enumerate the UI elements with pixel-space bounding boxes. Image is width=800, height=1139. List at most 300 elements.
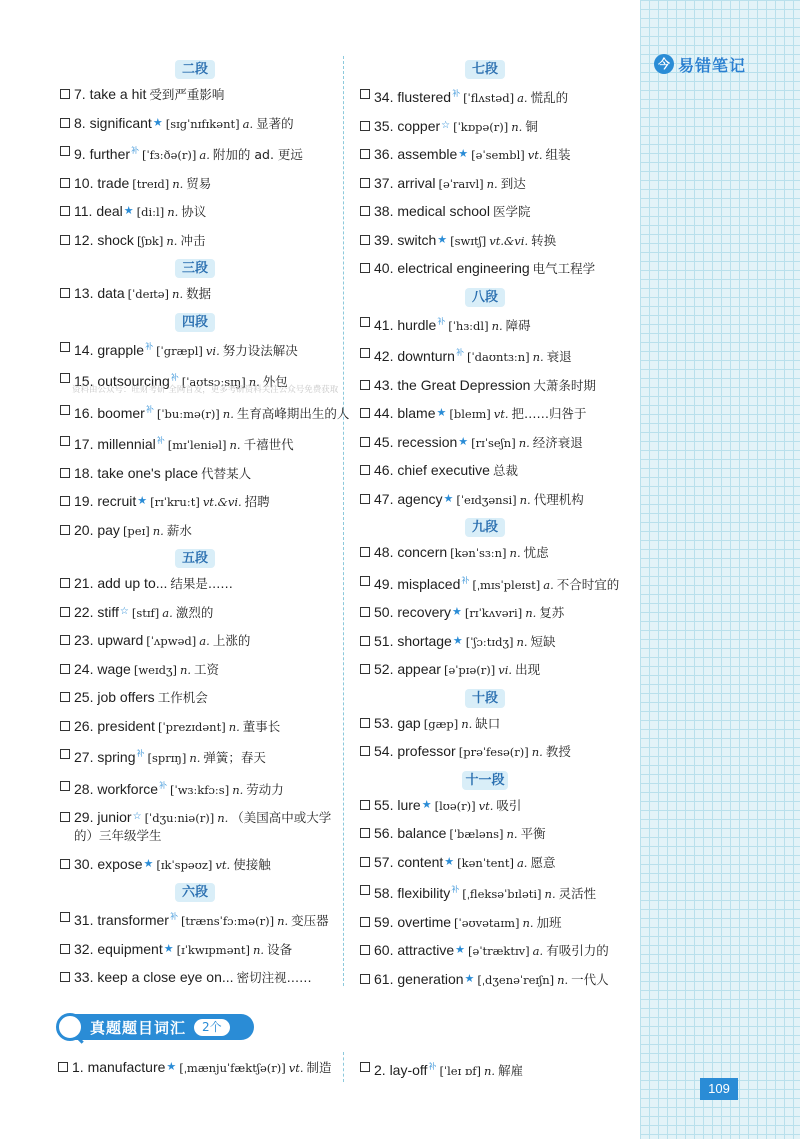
- checkbox[interactable]: [360, 317, 370, 327]
- entry-body: [374, 603, 630, 622]
- vocab-entry: [360, 1058, 523, 1080]
- key-star-icon: ★: [166, 1060, 177, 1073]
- entry-meaning: 铜: [525, 118, 538, 134]
- checkbox[interactable]: [60, 373, 70, 383]
- entry-phonetic: [ˈaʊtsɔːsɪŋ]: [181, 375, 246, 389]
- entry-pos: n.: [544, 887, 556, 901]
- checkbox[interactable]: [60, 206, 70, 216]
- entry-word: 32. equipment: [74, 940, 163, 957]
- entry-meaning: 制造: [306, 1060, 332, 1075]
- checkbox[interactable]: [360, 121, 370, 131]
- brand-icon: 今: [654, 54, 674, 74]
- entry-body: [74, 284, 350, 303]
- entry-body: [74, 114, 350, 133]
- entry-body: [374, 376, 630, 395]
- entry-phonetic: [kənˈtent]: [457, 855, 514, 870]
- entry-body: [74, 745, 350, 767]
- vocab-entry: [360, 202, 630, 221]
- checkbox[interactable]: [360, 885, 370, 895]
- entry-phonetic: [kənˈsɜːn]: [450, 546, 507, 560]
- checkbox[interactable]: [360, 178, 370, 188]
- entry-meaning: 密切注视……: [236, 970, 312, 985]
- entry-phonetic: [ˈʃɔːtɪdʒ]: [465, 634, 514, 649]
- entry-pos: a.: [517, 91, 528, 105]
- entry-phonetic: [əˈpɪə(r)]: [443, 663, 496, 677]
- entry-word: 50. recovery: [374, 604, 452, 620]
- entry-word: 23. upward: [74, 632, 144, 648]
- entry-word: 7. take a hit: [74, 86, 147, 102]
- checkbox[interactable]: [60, 721, 70, 731]
- checkbox[interactable]: [360, 607, 370, 617]
- checkbox[interactable]: [60, 178, 70, 188]
- vocab-entry: [60, 521, 350, 540]
- checkbox[interactable]: [60, 578, 70, 588]
- checkbox[interactable]: [60, 342, 70, 352]
- vocab-entry: [360, 603, 630, 622]
- vocab-entry: [60, 745, 350, 767]
- entry-body: [74, 631, 350, 650]
- entry-pos: n.: [522, 915, 534, 930]
- entry-body: [374, 344, 630, 366]
- checkbox[interactable]: [360, 857, 370, 867]
- entry-pos: n.: [172, 287, 184, 301]
- entry-meaning: 电气工程学: [532, 261, 596, 276]
- vocab-entry: [360, 490, 630, 509]
- entry-meaning: 大萧条时期: [533, 377, 596, 393]
- entry-pos: n.: [166, 233, 178, 248]
- entry-body: [374, 202, 630, 221]
- checkbox[interactable]: [360, 945, 370, 955]
- entry-body: [374, 796, 630, 815]
- brand-name: 易错笔记: [678, 55, 747, 75]
- entry-phonetic: [diːl]: [136, 205, 165, 219]
- entry-pos: n.: [511, 119, 523, 134]
- entry-meaning: 出现: [515, 662, 541, 677]
- entry-body: [374, 742, 630, 761]
- entry-word: 17. millennial: [74, 436, 156, 452]
- entry-word: 59. overtime: [374, 913, 452, 930]
- entry-meaning: 忧虑: [523, 545, 549, 560]
- entry-meaning: 激烈的: [175, 604, 214, 620]
- entry-phonetic: [trænsˈfɔːmə(r)]: [180, 914, 275, 928]
- checkbox[interactable]: [360, 465, 370, 475]
- entry-word: 18. take one's place: [74, 464, 199, 481]
- entry-body: [374, 632, 630, 651]
- entry-word: 8. significant: [74, 114, 152, 131]
- entry-body: [74, 231, 350, 250]
- entry-word: 15. outsourcing: [74, 373, 170, 389]
- entry-body: [374, 881, 630, 903]
- entry-word: 61. generation: [374, 970, 464, 987]
- entry-body: [74, 142, 350, 164]
- entry-meaning: 变压器: [291, 913, 329, 928]
- entry-meaning: 组装: [545, 147, 571, 162]
- entry-word: 12. shock: [74, 231, 134, 248]
- vocab-entry: [360, 543, 630, 562]
- entry-word: 49. misplaced: [374, 575, 461, 592]
- checkbox[interactable]: [360, 89, 370, 99]
- entry-pos: a.: [199, 634, 210, 648]
- checkbox[interactable]: [60, 859, 70, 869]
- key-star-icon: ★: [452, 633, 463, 647]
- section-header: 六段: [175, 883, 215, 902]
- checkbox[interactable]: [60, 288, 70, 298]
- entry-phonetic: [weɪdʒ]: [133, 662, 177, 677]
- section-header: 十段: [465, 689, 505, 708]
- entry-word: 45. recession: [374, 433, 458, 450]
- vocab-entry: [360, 881, 630, 903]
- entry-meaning: 总裁: [492, 463, 518, 478]
- entry-word: 56. balance: [374, 825, 447, 841]
- right-vocab-column: [360, 60, 630, 998]
- vocab-entry: [360, 376, 630, 395]
- entry-pos: n.: [516, 634, 528, 649]
- vocab-entry: [360, 231, 630, 250]
- entry-pos: n.: [222, 406, 234, 421]
- key-star-icon: ★: [143, 856, 154, 870]
- entry-body: [374, 145, 630, 164]
- supplement-mark-icon: 补: [451, 885, 460, 894]
- checkbox[interactable]: [60, 496, 70, 506]
- key-star-icon: ★: [163, 941, 174, 955]
- checkbox[interactable]: [360, 828, 370, 838]
- checkbox[interactable]: [360, 408, 370, 418]
- entry-meaning: 外包: [262, 374, 288, 389]
- entry-meaning: 上涨的: [212, 633, 251, 648]
- entry-phonetic: [əˈraɪvl]: [438, 176, 484, 191]
- entry-body: [374, 404, 630, 423]
- entry-pos: vt.: [288, 1061, 304, 1075]
- entry-word: 21. add up to...: [74, 575, 168, 591]
- entry-body: [74, 688, 350, 707]
- vocab-entry: [360, 461, 630, 480]
- entry-body: [74, 808, 350, 845]
- checkbox[interactable]: [360, 718, 370, 728]
- supplement-mark-icon: 补: [437, 316, 446, 326]
- checkbox[interactable]: [60, 912, 70, 922]
- vocab-entry: [60, 114, 350, 133]
- entry-pos: a.: [532, 944, 544, 958]
- checkbox[interactable]: [60, 944, 70, 954]
- entry-phonetic: [ˈleɪ ɒf]: [439, 1064, 482, 1078]
- entry-pos: vt.: [493, 407, 509, 421]
- key-star-icon: ★: [458, 147, 469, 160]
- entry-pos: n.: [253, 942, 265, 957]
- checkbox[interactable]: [60, 118, 70, 128]
- entry-pos: n.: [232, 782, 244, 797]
- entry-meaning: 加班: [536, 914, 562, 930]
- checkbox[interactable]: [60, 468, 70, 478]
- checkbox[interactable]: [360, 263, 370, 273]
- entry-meaning: 有吸引力的: [546, 943, 609, 958]
- vocab-entry: [360, 313, 630, 335]
- vocab-entry: [360, 572, 630, 594]
- checkbox[interactable]: [60, 146, 70, 156]
- checkbox[interactable]: [360, 547, 370, 557]
- entry-meaning: 设备: [267, 941, 293, 957]
- entry-meaning: 董事长: [242, 718, 281, 734]
- entry-meaning: 把……归咎于: [511, 406, 587, 421]
- left-vocab-column: [60, 60, 350, 997]
- supplement-mark-icon: 补: [145, 404, 154, 414]
- page-number: 109: [700, 1078, 738, 1100]
- real-exam-entry-1: [58, 1058, 332, 1077]
- entry-body: [74, 174, 350, 193]
- vocab-entry: [60, 284, 350, 303]
- entry-body: [72, 1058, 332, 1077]
- entry-word: 41. hurdle: [374, 316, 437, 333]
- vocab-entry: [60, 688, 350, 707]
- entry-pos: n.: [518, 435, 530, 450]
- checkbox[interactable]: [60, 781, 70, 791]
- entry-meaning: 解雇: [498, 1063, 524, 1078]
- entry-phonetic: [prəˈfesə(r)]: [458, 745, 529, 759]
- entry-pos: n.: [179, 662, 192, 677]
- entry-pos: a.: [242, 116, 254, 131]
- checkbox[interactable]: [360, 576, 370, 586]
- vocab-entry: [60, 908, 350, 930]
- entry-body: [374, 970, 630, 989]
- entry-word: 10. trade: [74, 174, 130, 191]
- real-exam-vocab-count: 2个: [194, 1019, 230, 1036]
- checkbox[interactable]: [60, 235, 70, 245]
- real-exam-entry-2: [360, 1058, 523, 1080]
- vocab-entry: [360, 145, 630, 164]
- entry-phonetic: [ˈhɜːdl]: [448, 318, 489, 333]
- entry-meaning: 受到严重影响: [149, 87, 225, 102]
- checkbox[interactable]: [360, 664, 370, 674]
- entry-pos: vt.: [215, 857, 231, 872]
- checkbox[interactable]: [58, 1062, 68, 1072]
- entry-meaning: 数据: [186, 286, 212, 301]
- entry-word: 22. stiff: [74, 603, 119, 620]
- entry-pos: n.: [486, 176, 498, 191]
- supplement-mark-icon: 补: [452, 89, 461, 98]
- entry-body: [74, 908, 350, 930]
- entry-phonetic: [ˈbæləns]: [449, 827, 504, 841]
- entry-body: [374, 85, 630, 107]
- checkbox[interactable]: [360, 437, 370, 447]
- section-header: 五段: [175, 549, 215, 568]
- entry-word: 24. wage: [74, 660, 131, 677]
- section-header: 二段: [175, 60, 215, 79]
- entry-meaning: 劳动力: [246, 781, 284, 797]
- entry-pos: vt.&vi.: [489, 233, 529, 248]
- vocab-entry: [360, 404, 630, 423]
- entry-phonetic: [ˈflʌstəd]: [463, 91, 515, 105]
- entry-meaning: 生育高峰期出生的人: [236, 405, 350, 421]
- checkbox[interactable]: [60, 525, 70, 535]
- entry-meaning: 代替某人: [201, 465, 252, 481]
- checkbox[interactable]: [360, 235, 370, 245]
- entry-word: 13. data: [74, 285, 125, 301]
- checkbox[interactable]: [60, 607, 70, 617]
- outline-star-icon: ☆: [441, 119, 451, 131]
- entry-meaning: 经济衰退: [532, 434, 583, 450]
- entry-word: 48. concern: [374, 544, 448, 560]
- supplement-mark-icon: 补: [455, 348, 464, 357]
- checkbox[interactable]: [60, 972, 70, 982]
- entry-phonetic: [ˈʌpwəd]: [146, 634, 197, 648]
- entry-meaning: 冲击: [180, 232, 206, 248]
- checkbox[interactable]: [60, 664, 70, 674]
- entry-phonetic: [peɪ]: [122, 523, 150, 538]
- entry-meaning: 愿意: [530, 854, 556, 870]
- supplement-mark-icon: 补: [136, 749, 145, 758]
- vocab-entry: [360, 85, 630, 107]
- entry-word: 47. agency: [374, 490, 443, 507]
- entry-meaning: 医学院: [492, 204, 531, 219]
- entry-pos: a.: [199, 148, 210, 162]
- checkbox[interactable]: [360, 917, 370, 927]
- entry-body: [374, 1058, 523, 1080]
- checkbox[interactable]: [60, 812, 70, 822]
- supplement-mark-icon: 补: [428, 1062, 437, 1071]
- entry-pos: n.: [217, 811, 229, 825]
- entry-meaning: 贸易: [186, 175, 212, 191]
- entry-pos: n.: [189, 751, 201, 765]
- entry-word: 35. copper: [374, 117, 441, 134]
- entry-phonetic: [ˈdaʊntɜːn]: [466, 350, 530, 364]
- entry-body: [374, 714, 630, 733]
- key-star-icon: ★: [152, 115, 163, 129]
- vocab-entry: [60, 808, 350, 845]
- entry-word: 11. deal: [74, 203, 123, 219]
- bottom-divider: [343, 1052, 344, 1082]
- key-star-icon: ★: [436, 406, 447, 419]
- entry-body: [74, 717, 350, 736]
- vocab-entry: [360, 632, 630, 651]
- checkbox[interactable]: [60, 436, 70, 446]
- entry-meaning: 弹簧；春天: [203, 750, 266, 765]
- entry-body: [374, 259, 630, 278]
- entry-word: 39. switch: [374, 231, 437, 248]
- entry-phonetic: [əˈsembl]: [471, 148, 525, 162]
- entry-meaning: 转换: [531, 232, 557, 248]
- entry-word: 19. recruit: [74, 493, 137, 509]
- entry-meaning: 工作机会: [157, 690, 208, 705]
- checkbox[interactable]: [360, 380, 370, 390]
- entry-pos: n.: [228, 719, 240, 734]
- entry-pos: vt.: [527, 148, 543, 162]
- entry-pos: n.: [461, 716, 473, 731]
- entry-meaning: 慌乱的: [530, 90, 569, 105]
- section-header: 九段: [465, 518, 505, 537]
- entry-body: [74, 432, 350, 454]
- checkbox[interactable]: [60, 749, 70, 759]
- entry-pos: n.: [277, 914, 289, 928]
- entry-body: [74, 338, 350, 360]
- entry-word: 53. gap: [374, 714, 421, 731]
- entry-phonetic: [ˈdʒuːniə(r)]: [144, 811, 215, 825]
- vocab-entry: [60, 717, 350, 736]
- entry-body: [74, 492, 350, 511]
- entry-body: [374, 461, 630, 480]
- checkbox[interactable]: [360, 149, 370, 159]
- checkbox[interactable]: [360, 348, 370, 358]
- entry-phonetic: [ˌmænjuˈfæktʃə(r)]: [179, 1061, 286, 1075]
- checkbox[interactable]: [360, 206, 370, 216]
- supplement-mark-icon: 补: [145, 341, 154, 351]
- entry-word: 31. transformer: [74, 912, 169, 928]
- checkbox[interactable]: [360, 746, 370, 756]
- entry-phonetic: [əˈtræktɪv]: [468, 944, 530, 958]
- checkbox[interactable]: [360, 494, 370, 504]
- vocab-entry: [360, 259, 630, 278]
- entry-pos: n.: [248, 375, 260, 389]
- entry-word: 38. medical school: [374, 203, 490, 219]
- entry-meaning: 使接触: [233, 856, 271, 872]
- checkbox[interactable]: [360, 800, 370, 810]
- entry-phonetic: [swɪtʃ]: [450, 233, 487, 248]
- vocab-entry: [60, 231, 350, 250]
- checkbox[interactable]: [60, 89, 70, 99]
- entry-phonetic: [mɪˈleniəl]: [167, 438, 227, 452]
- entry-meaning: 工资: [194, 661, 220, 677]
- entry-pos: n.: [557, 972, 569, 987]
- entry-word: 40. electrical engineering: [374, 260, 530, 276]
- vocab-entry: [60, 855, 350, 874]
- entry-meaning: 复苏: [539, 605, 565, 620]
- entry-pos: n.: [167, 205, 179, 219]
- entry-word: 27. spring: [74, 749, 136, 765]
- entry-word: 33. keep a close eye on...: [74, 969, 234, 985]
- key-star-icon: ★: [464, 971, 475, 985]
- supplement-mark-icon: 补: [461, 575, 470, 585]
- vocab-entry: [360, 660, 630, 679]
- entry-phonetic: [ˈwɜːkfɔːs]: [170, 782, 230, 797]
- brand-logo: [654, 52, 746, 76]
- entry-meaning: 灵活性: [558, 886, 597, 901]
- checkbox[interactable]: [360, 636, 370, 646]
- entry-meaning: 吸引: [496, 797, 522, 813]
- vocab-entry: [360, 796, 630, 815]
- entry-word: 37. arrival: [374, 174, 436, 191]
- outline-star-icon: ☆: [119, 605, 129, 617]
- entry-pos: vt.&vi.: [202, 495, 242, 509]
- vocab-entry: [360, 174, 630, 193]
- entry-phonetic: [ɪˈkwɪpmənt]: [176, 942, 251, 957]
- vocab-entry: [60, 401, 350, 423]
- vocab-entry: [360, 824, 630, 843]
- checkbox[interactable]: [360, 974, 370, 984]
- vocab-entry: [60, 202, 350, 221]
- entry-phonetic: [rɪˈkʌvəri]: [464, 606, 523, 620]
- checkbox[interactable]: [60, 405, 70, 415]
- supplement-mark-icon: 补: [156, 436, 165, 445]
- supplement-mark-icon: 补: [169, 912, 178, 921]
- vocab-entry: [360, 913, 630, 932]
- entry-meaning: 附加的 ad. 更远: [212, 147, 303, 162]
- entry-pos: n.: [506, 827, 518, 841]
- entry-word: 36. assemble: [374, 146, 458, 162]
- entry-phonetic: [ˈeɪdʒənsi]: [456, 492, 517, 507]
- vocab-entry: [360, 853, 630, 872]
- entry-pos: n.: [509, 546, 521, 560]
- key-star-icon: ★: [421, 797, 432, 811]
- entry-phonetic: [ˈfɜːðə(r)]: [142, 148, 197, 162]
- checkbox[interactable]: [60, 692, 70, 702]
- key-star-icon: ★: [444, 854, 455, 868]
- entry-body: [374, 490, 630, 509]
- vocab-entry: [60, 631, 350, 650]
- checkbox[interactable]: [60, 635, 70, 645]
- vocab-entry: [60, 968, 350, 987]
- entry-word: 14. grapple: [74, 341, 145, 358]
- entry-phonetic: [ˈgræpl]: [156, 343, 203, 358]
- checkbox[interactable]: [360, 1062, 370, 1072]
- entry-body: [74, 521, 350, 540]
